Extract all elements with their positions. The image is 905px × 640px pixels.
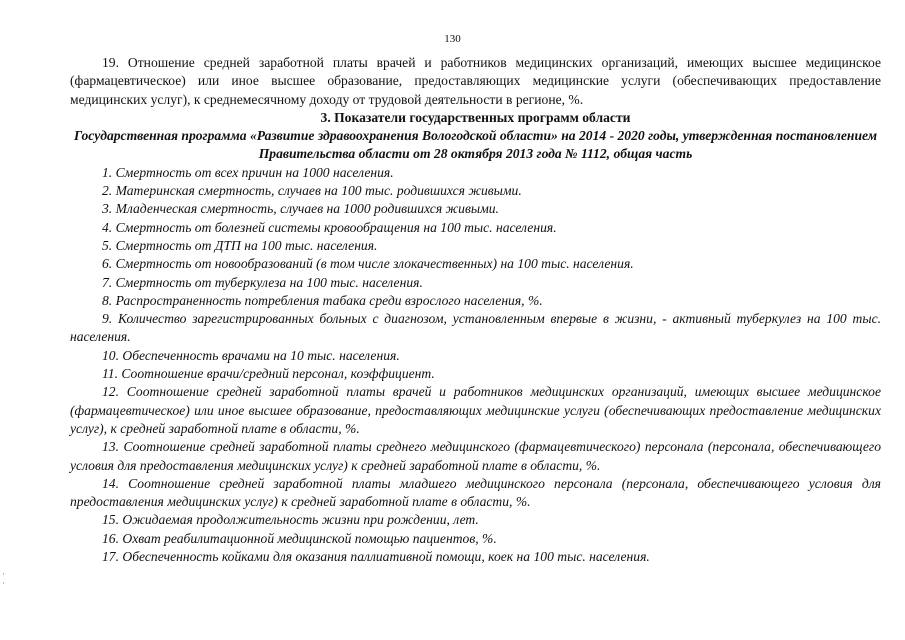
list-item: 7. Смертность от туберкулеза на 100 тыс. населения. xyxy=(102,274,423,290)
document-body xyxy=(70,54,881,566)
program-title: Государственная программа «Развитие здравоохранения Вологодской области» на 2014 - 2020 годы, утвержденная постановлением Правительства области от 28 октября 2013 года № 1112, общая часть xyxy=(73,128,878,162)
list-item: 5. Смертность от ДТП на 100 тыс. населения. xyxy=(102,237,378,253)
list-item: 3. Младенческая смертность, случаев на 1000 родившихся живыми. xyxy=(102,201,499,217)
list-item: 6. Смертность от новообразований (в том числе злокачественных) на 100 тыс. населения. xyxy=(102,256,634,272)
list-item: 2. Материнская смертность, случаев на 100 тыс. родившихся живыми. xyxy=(102,183,522,199)
list-item: 13. Соотношение средней заработной платы среднего медицинского (фармацевтического) персонала (персонала, обеспечивающего условия для предоставления медицинских услуг) к средней заработной плате в области, %. xyxy=(70,439,881,473)
list-item: 9. Количество зарегистрированных больных с диагнозом, установленным впервые в жизни, - активный туберкулез на 100 тыс. населения. xyxy=(70,311,881,345)
list-item: 8. Распространенность потребления табака среди взрослого населения, %. xyxy=(102,292,543,308)
indicator-list xyxy=(70,164,881,567)
list-item: 11. Соотношение врачи/средний персонал, коэффициент. xyxy=(102,366,435,382)
section-heading: 3. Показатели государственных программ области xyxy=(320,109,631,125)
list-item: 12. Соотношение средней заработной платы врачей и работников медицинских организаций, имеющих высшее медицинское (фармацевтическое) или иное высшее образование, предоставляющих медицинские услуги (обеспечивающих предоставление медицинских услуг), к средней заработной плате в области, %. xyxy=(70,384,881,436)
list-item: 15. Ожидаемая продолжительность жизни при рождении, лет. xyxy=(102,512,479,528)
list-item: 10. Обеспеченность врачами на 10 тыс. населения. xyxy=(102,347,400,363)
list-item: 1. Смертность от всех причин на 1000 населения. xyxy=(102,164,394,180)
list-item: 16. Охват реабилитационной медицинской помощью пациентов, %. xyxy=(102,530,497,546)
intro-paragraph: 19. Отношение средней заработной платы врачей и работников медицинских организаций, имеющих высшее медицинское (фармацевтическое) или иное высшее образование, предоставляющих медицинские услуги (обеспечивающих предоставление медицинских услуг), к среднемесячному доходу от трудовой деятельности в регионе, %. xyxy=(70,55,881,107)
list-item: 17. Обеспеченность койками для оказания паллиативной помощи, коек на 100 тыс. населения. xyxy=(102,549,650,565)
list-item: 14. Соотношение средней заработной платы младшего медицинского персонала (персонала, обеспечивающего условия для предоставления медицинских услуг) к средней заработной плате в области, %. xyxy=(70,475,881,510)
scan-artifact-dots: · · xyxy=(2,569,5,588)
page-number: 130 xyxy=(444,33,461,45)
list-item: 4. Смертность от болезней системы кровообращения на 100 тыс. населения. xyxy=(102,219,557,235)
